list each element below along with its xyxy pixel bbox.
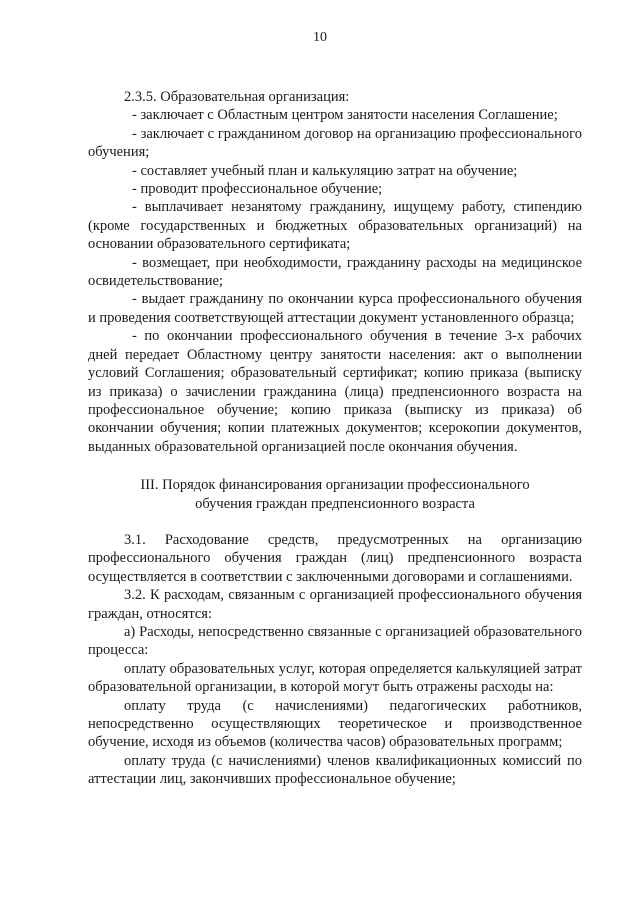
paragraph-3-2-a: а) Расходы, непосредственно связанные с организацией образовательного процесса: bbox=[88, 623, 582, 659]
section-2-3-5-title: 2.3.5. Образовательная организация: bbox=[124, 89, 350, 105]
paragraph: оплату труда (с начислениями) членов квалификационных комиссий по аттестации лиц, закончивших профессиональное обучение; bbox=[88, 752, 582, 788]
paragraph-3-2: 3.2. К расходам, связанным с организацией профессионального обучения граждан, относятся: bbox=[88, 587, 582, 622]
page-number: 10 bbox=[313, 30, 327, 45]
paragraph-3-1: 3.1. Расходование средств, предусмотренных на организацию профессионального обучения граждан (лиц) предпенсионного возраста осуществляется в соответствии с заключенными договорами и соглашениями. bbox=[88, 531, 582, 585]
section-3-heading bbox=[88, 476, 582, 513]
list-item: - заключает с Областным центром занятости населения Соглашение; bbox=[132, 107, 558, 124]
list-item: - возмещает, при необходимости, гражданину расходы на медицинское освидетельствование; bbox=[88, 254, 582, 290]
list-item: - по окончании профессионального обучения в течение 3-х рабочих дней передает Областному центру занятости населения: акт о выполнении условий Соглашения; образовательный сертификат; копию приказа (выписку из приказа) о зачислении гражданина (лица) предпенсионного возраста на профессиональное обучение; копию приказа (выписку из приказа) об окончании обучения; копии платежных документов; ксерокопии документов, выданных образовательной организацией после окончания обучения. bbox=[88, 328, 582, 455]
paragraph: оплату образовательных услуг, которая определяется калькуляцией затрат образовательной организации, в которой могут быть отражены расходы на: bbox=[88, 660, 582, 696]
document-body bbox=[88, 88, 582, 789]
list-item: - проводит профессиональное обучение; bbox=[132, 181, 383, 198]
section-3-heading-line2: обучения граждан предпенсионного возраста bbox=[195, 495, 475, 512]
paragraph: оплату труда (с начислениями) педагогических работников, непосредственно осуществляющих теоретическое и производственное обучение, исходя из объемов (количества часов) образовательных программ; bbox=[88, 697, 582, 751]
list-item: - выплачивает незанятому гражданину, ищущему работу, стипендию (кроме государственных и бюджетных образовательных организаций) на основании образовательного сертификата; bbox=[88, 199, 582, 253]
section-3-heading-line1: III. Порядок финансирования организации профессионального bbox=[140, 477, 530, 494]
list-item: - составляет учебный план и калькуляцию затрат на обучение; bbox=[132, 162, 518, 179]
list-item: - выдает гражданину по окончании курса профессионального обучения и проведения соответствующей аттестации документ установленного образца; bbox=[88, 291, 582, 326]
list-item: - заключает с гражданином договор на организацию профессионального обучения; bbox=[88, 125, 582, 161]
